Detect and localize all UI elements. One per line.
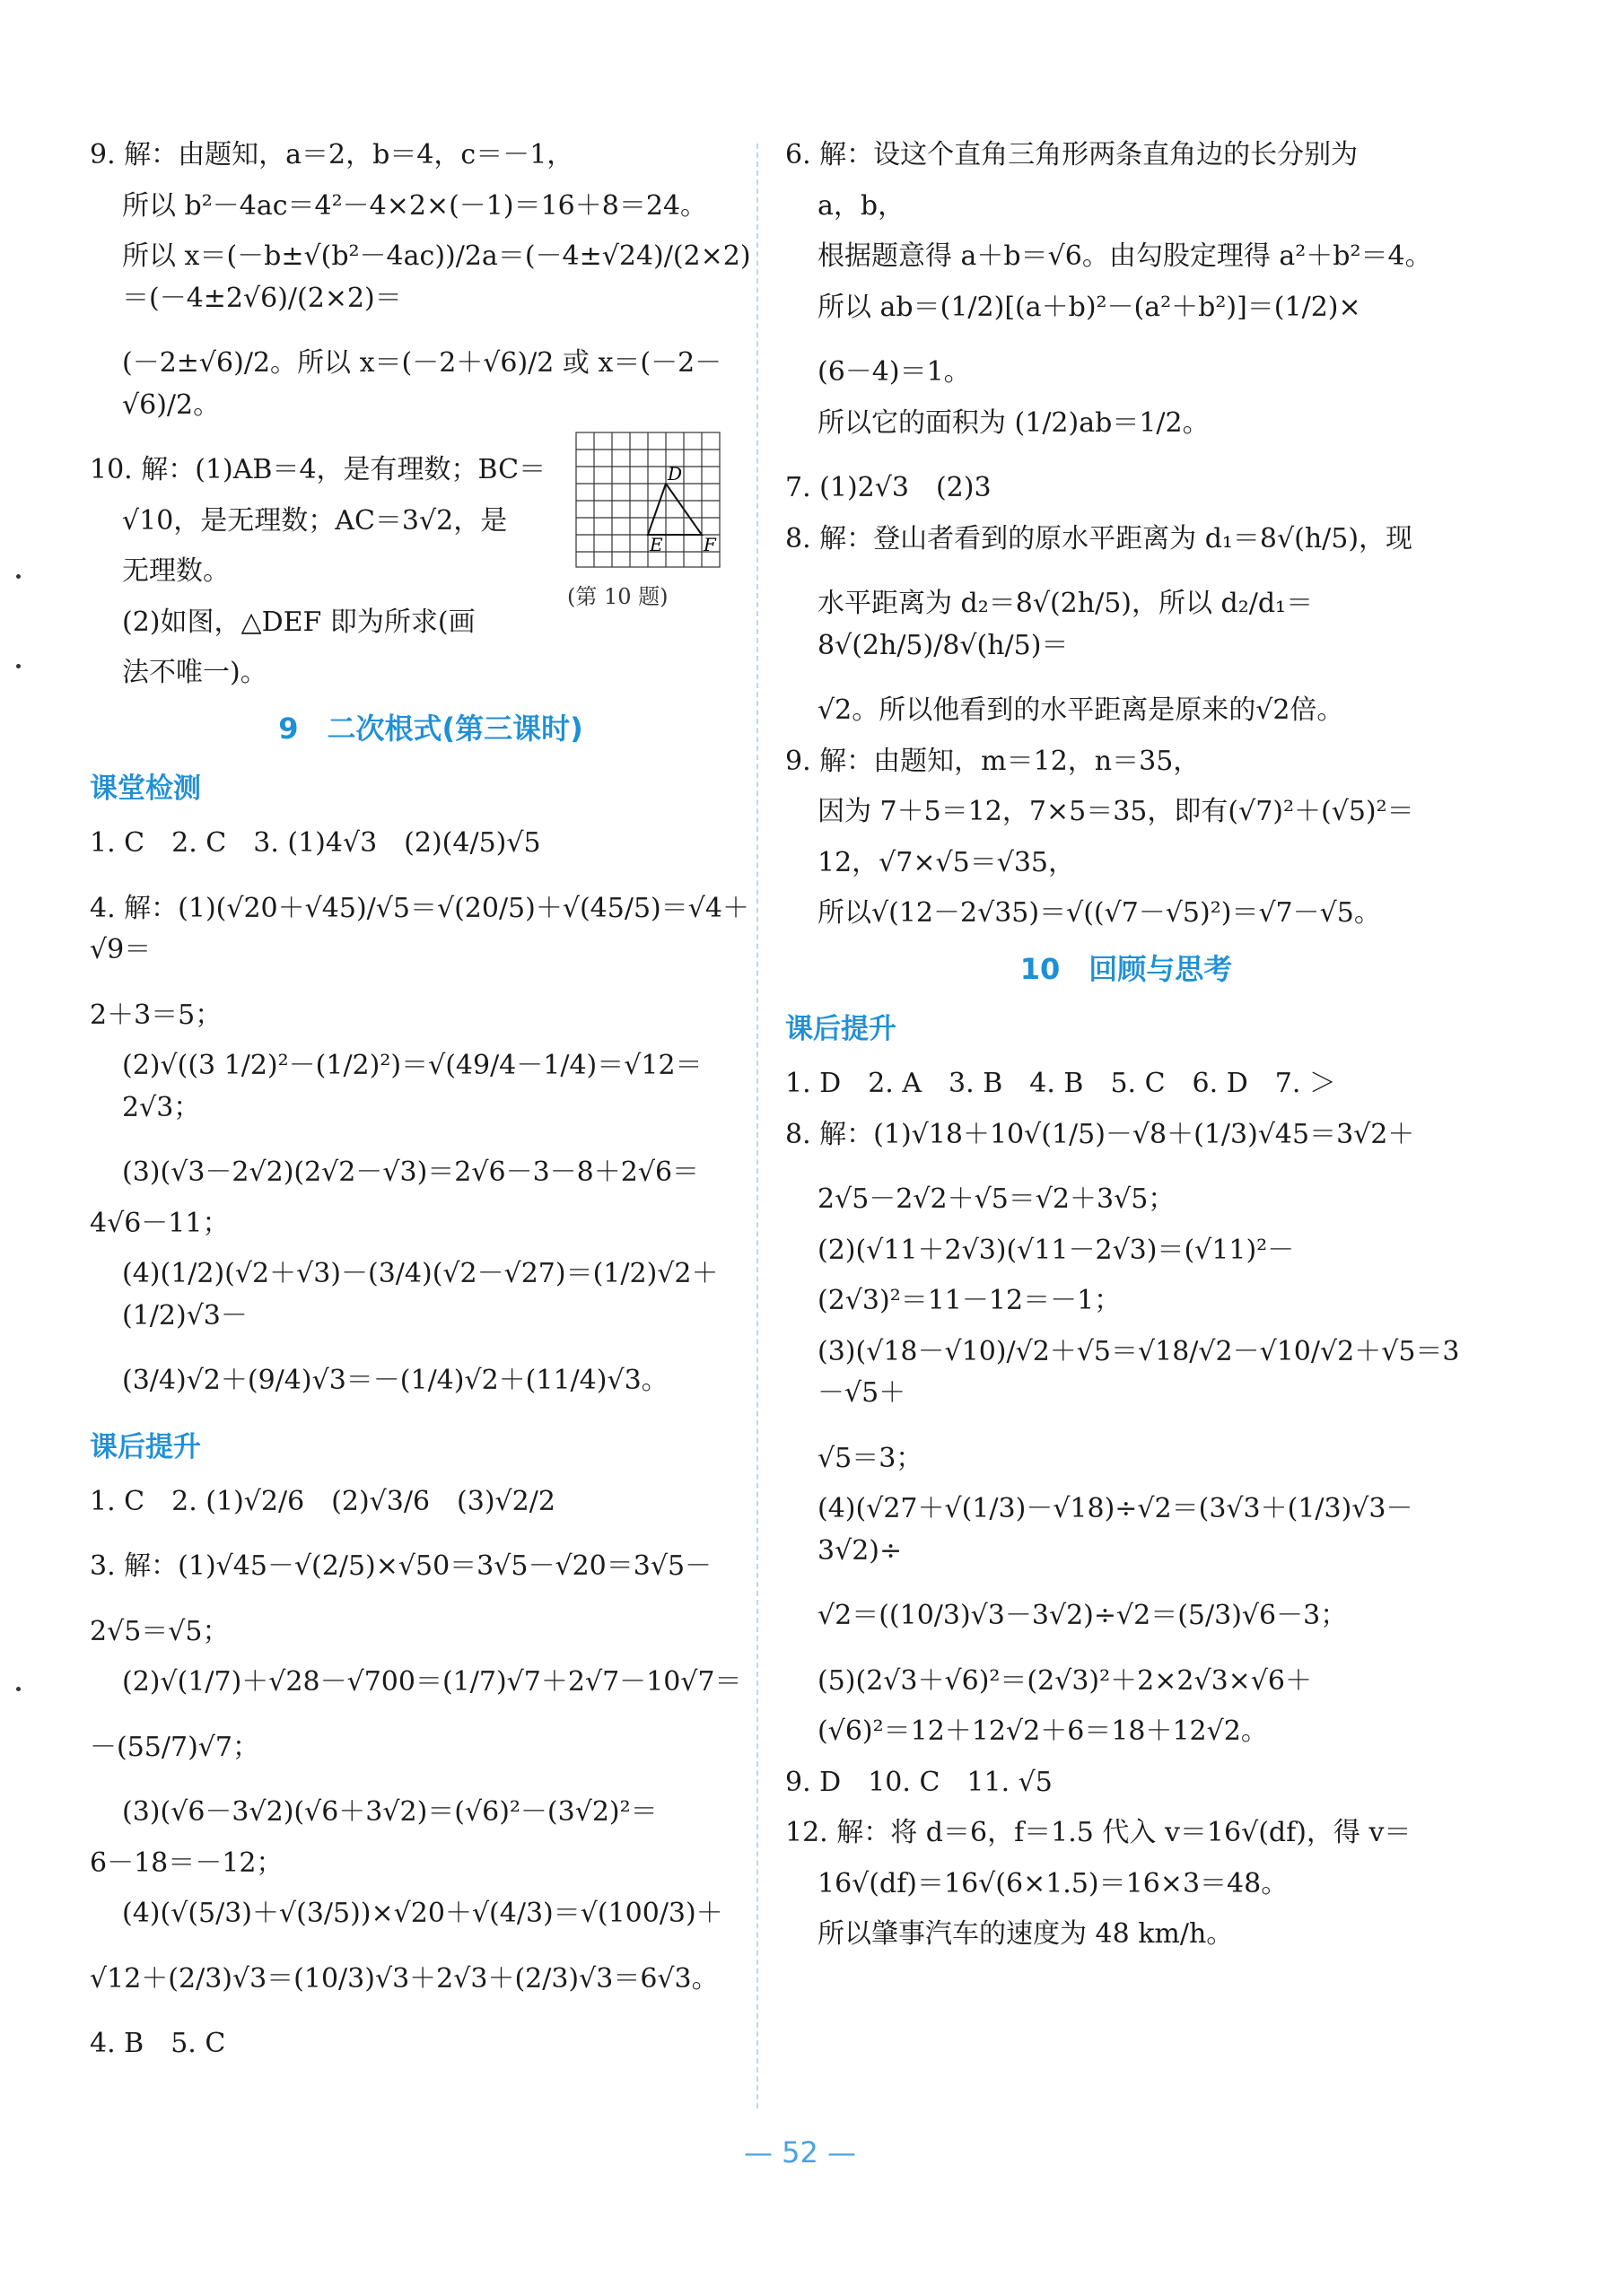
answer-line: √5＝3；: [817, 1442, 923, 1474]
answer-line: 所以√(12－2√35)＝√((√7－√5)²)＝√7－√5。: [817, 897, 1381, 929]
subsection-heading: 课后提升: [785, 1013, 896, 1046]
answer-line: 10. 解：(1)AB＝4，是有理数；BC＝: [90, 454, 546, 485]
margin-dot: [16, 664, 21, 668]
answer-line: 所以 x＝(－b±√(b²－4ac))/2a＝(－4±√24)/(2×2)＝(－4±2√6)/(2×2)＝: [122, 240, 751, 314]
answer-line: 9. 解：由题知，a＝2，b＝4，c＝－1，: [90, 139, 574, 170]
answer-line: (5)(2√3＋√6)²＝(2√3)²＋2×2√3×√6＋: [817, 1664, 1313, 1697]
answer-line: 16√(df)＝16√(6×1.5)＝16×3＝48。: [817, 1867, 1289, 1899]
subsection-heading: 课堂检测: [90, 773, 201, 806]
answer-line: 因为 7＋5＝12，7×5＝35，即有(√7)²＋(√5)²＝: [817, 796, 1414, 827]
label-e: E: [650, 534, 663, 555]
answer-line: 6－18＝－12；: [90, 1846, 284, 1879]
answer-line: 无理数。: [122, 555, 230, 587]
margin-dot: [16, 1687, 21, 1691]
answer-line: 12. 解：将 d＝6，f＝1.5 代入 v＝16√(df)，得 v＝: [785, 1817, 1412, 1849]
answer-line: a，b，: [817, 189, 905, 222]
section-title: 10 回顾与思考: [1019, 951, 1233, 986]
answer-line: 2＋3＝5；: [90, 999, 223, 1031]
answer-line: 所以它的面积为 (1/2)ab＝1/2。: [817, 406, 1210, 439]
answer-line: 1. C 2. (1)√2/6 (2)√3/6 (3)√2/2: [90, 1485, 555, 1517]
answer-line: (3)(√18－√10)/√2＋√5＝√18/√2－√10/√2＋√5＝3－√5＋: [817, 1335, 1460, 1410]
page-number: — 52 —: [743, 2135, 857, 2169]
subsection-heading: 课后提升: [90, 1430, 201, 1463]
label-f: F: [704, 534, 716, 555]
answer-line: 6. 解：设这个直角三角形两条直角边的长分别为: [785, 139, 1359, 170]
answer-line: 12，√7×√5＝√35，: [817, 846, 1076, 878]
answer-line: (6－4)＝1。: [817, 356, 971, 388]
answer-line: 4√6－11；: [90, 1207, 230, 1239]
answer-line: (3)(√6－3√2)(√6＋3√2)＝(√6)²－(3√2)²＝: [122, 1796, 658, 1829]
answer-line: 根据题意得 a＋b＝√6。由勾股定理得 a²＋b²＝4。: [817, 240, 1432, 272]
figure-caption: (第 10 题): [567, 584, 669, 609]
answer-line: 2√5＝√5；: [90, 1615, 230, 1647]
margin-dot: [16, 574, 21, 579]
answer-line: (√6)²＝12＋12√2＋6＝18＋12√2。: [817, 1715, 1268, 1748]
answer-line: 9. 解：由题知，m＝12，n＝35，: [785, 745, 1201, 777]
answer-line: √12＋(2/3)√3＝(10/3)√3＋2√3＋(2/3)√3＝6√3。: [90, 1962, 719, 1995]
answer-line: (4)(1/2)(√2＋√3)－(3/4)(√2－√27)＝(1/2)√2＋(1/2)√3－: [122, 1258, 719, 1331]
answer-line: 8. 解：(1)√18＋10√(1/5)－√8＋(1/3)√45＝3√2＋: [785, 1118, 1415, 1150]
answer-line: 4. 解：(1)(√20＋√45)/√5＝√(20/5)＋√(45/5)＝√4＋√9＝: [90, 892, 749, 966]
answer-line: 所以肇事汽车的速度为 48 km/h。: [817, 1918, 1234, 1951]
answer-line: 1. C 2. C 3. (1)4√3 (2)(4/5)√5: [90, 827, 541, 860]
answer-line: 9. D 10. C 11. √5: [785, 1766, 1053, 1798]
answer-line: 4. B 5. C: [90, 2028, 226, 2060]
grid-figure: [574, 431, 722, 570]
section-title: 9 二次根式(第三课时): [278, 711, 583, 746]
answer-line: －(55/7)√7；: [90, 1731, 259, 1763]
answer-line: 1. D 2. A 3. B 4. B 5. C 6. D 7. ＞: [785, 1068, 1336, 1100]
answer-line: (4)(√27＋√(1/3)－√18)÷√2＝(3√3＋(1/3)√3－3√2)÷: [817, 1493, 1413, 1567]
answer-line: 所以 b²－4ac＝4²－4×2×(－1)＝16＋8＝24。: [122, 189, 708, 222]
answer-line: 水平距离为 d₂＝8√(2h/5)，所以 d₂/d₁＝8√(2h/5)/8√(h/5)＝: [817, 588, 1314, 661]
left-column: [90, 135, 772, 2074]
answer-line: 2√5－2√2＋√5＝√2＋3√5；: [817, 1183, 1176, 1216]
answer-line: √2。所以他看到的水平距离是原来的√2倍。: [817, 694, 1344, 726]
answer-line: (3)(√3－2√2)(2√2－√3)＝2√6－3－8＋2√6＝: [122, 1157, 700, 1189]
answer-line: (4)(√(5/3)＋√(3/5))×√20＋√(4/3)＝√(100/3)＋: [122, 1898, 723, 1930]
answer-line: 7. (1)2√3 (2)3: [785, 472, 992, 503]
answer-line: (2)√((3 1/2)²－(1/2)²)＝√(49/4－1/4)＝√12＝2√3；: [122, 1050, 703, 1123]
answer-line: (3/4)√2＋(9/4)√3＝－(1/4)√2＋(11/4)√3。: [122, 1365, 669, 1397]
answer-line: (2√3)²＝11－12＝－1；: [817, 1285, 1122, 1317]
answer-line: 法不唯一)。: [122, 657, 267, 688]
answer-line: 8. 解：登山者看到的原水平距离为 d₁＝8√(h/5)，现: [785, 522, 1413, 554]
column-divider: [756, 144, 758, 2108]
answer-line: 所以 ab＝(1/2)[(a＋b)²－(a²＋b²)]＝(1/2)×: [817, 291, 1361, 323]
answer-line: (2)(√11＋2√3)(√11－2√3)＝(√11)²－: [817, 1234, 1295, 1266]
answer-line: (2)√(1/7)＋√28－√700＝(1/7)√7＋2√7－10√7＝: [122, 1666, 742, 1698]
answer-line: (2)如图，△DEF 即为所求(画: [122, 606, 476, 638]
answer-line: √10，是无理数；AC＝3√2，是: [122, 504, 508, 537]
label-d: D: [668, 463, 683, 485]
answer-line: (－2±√6)/2。所以 x＝(－2＋√6)/2 或 x＝(－2－√6)/2。: [122, 347, 722, 421]
answer-line: 3. 解：(1)√45－√(2/5)×√50＝3√5－√20＝3√5－: [90, 1550, 713, 1583]
right-column: [785, 135, 1467, 1965]
answer-line: √2＝((10/3)√3－3√2)÷√2＝(5/3)√6－3；: [817, 1600, 1348, 1632]
